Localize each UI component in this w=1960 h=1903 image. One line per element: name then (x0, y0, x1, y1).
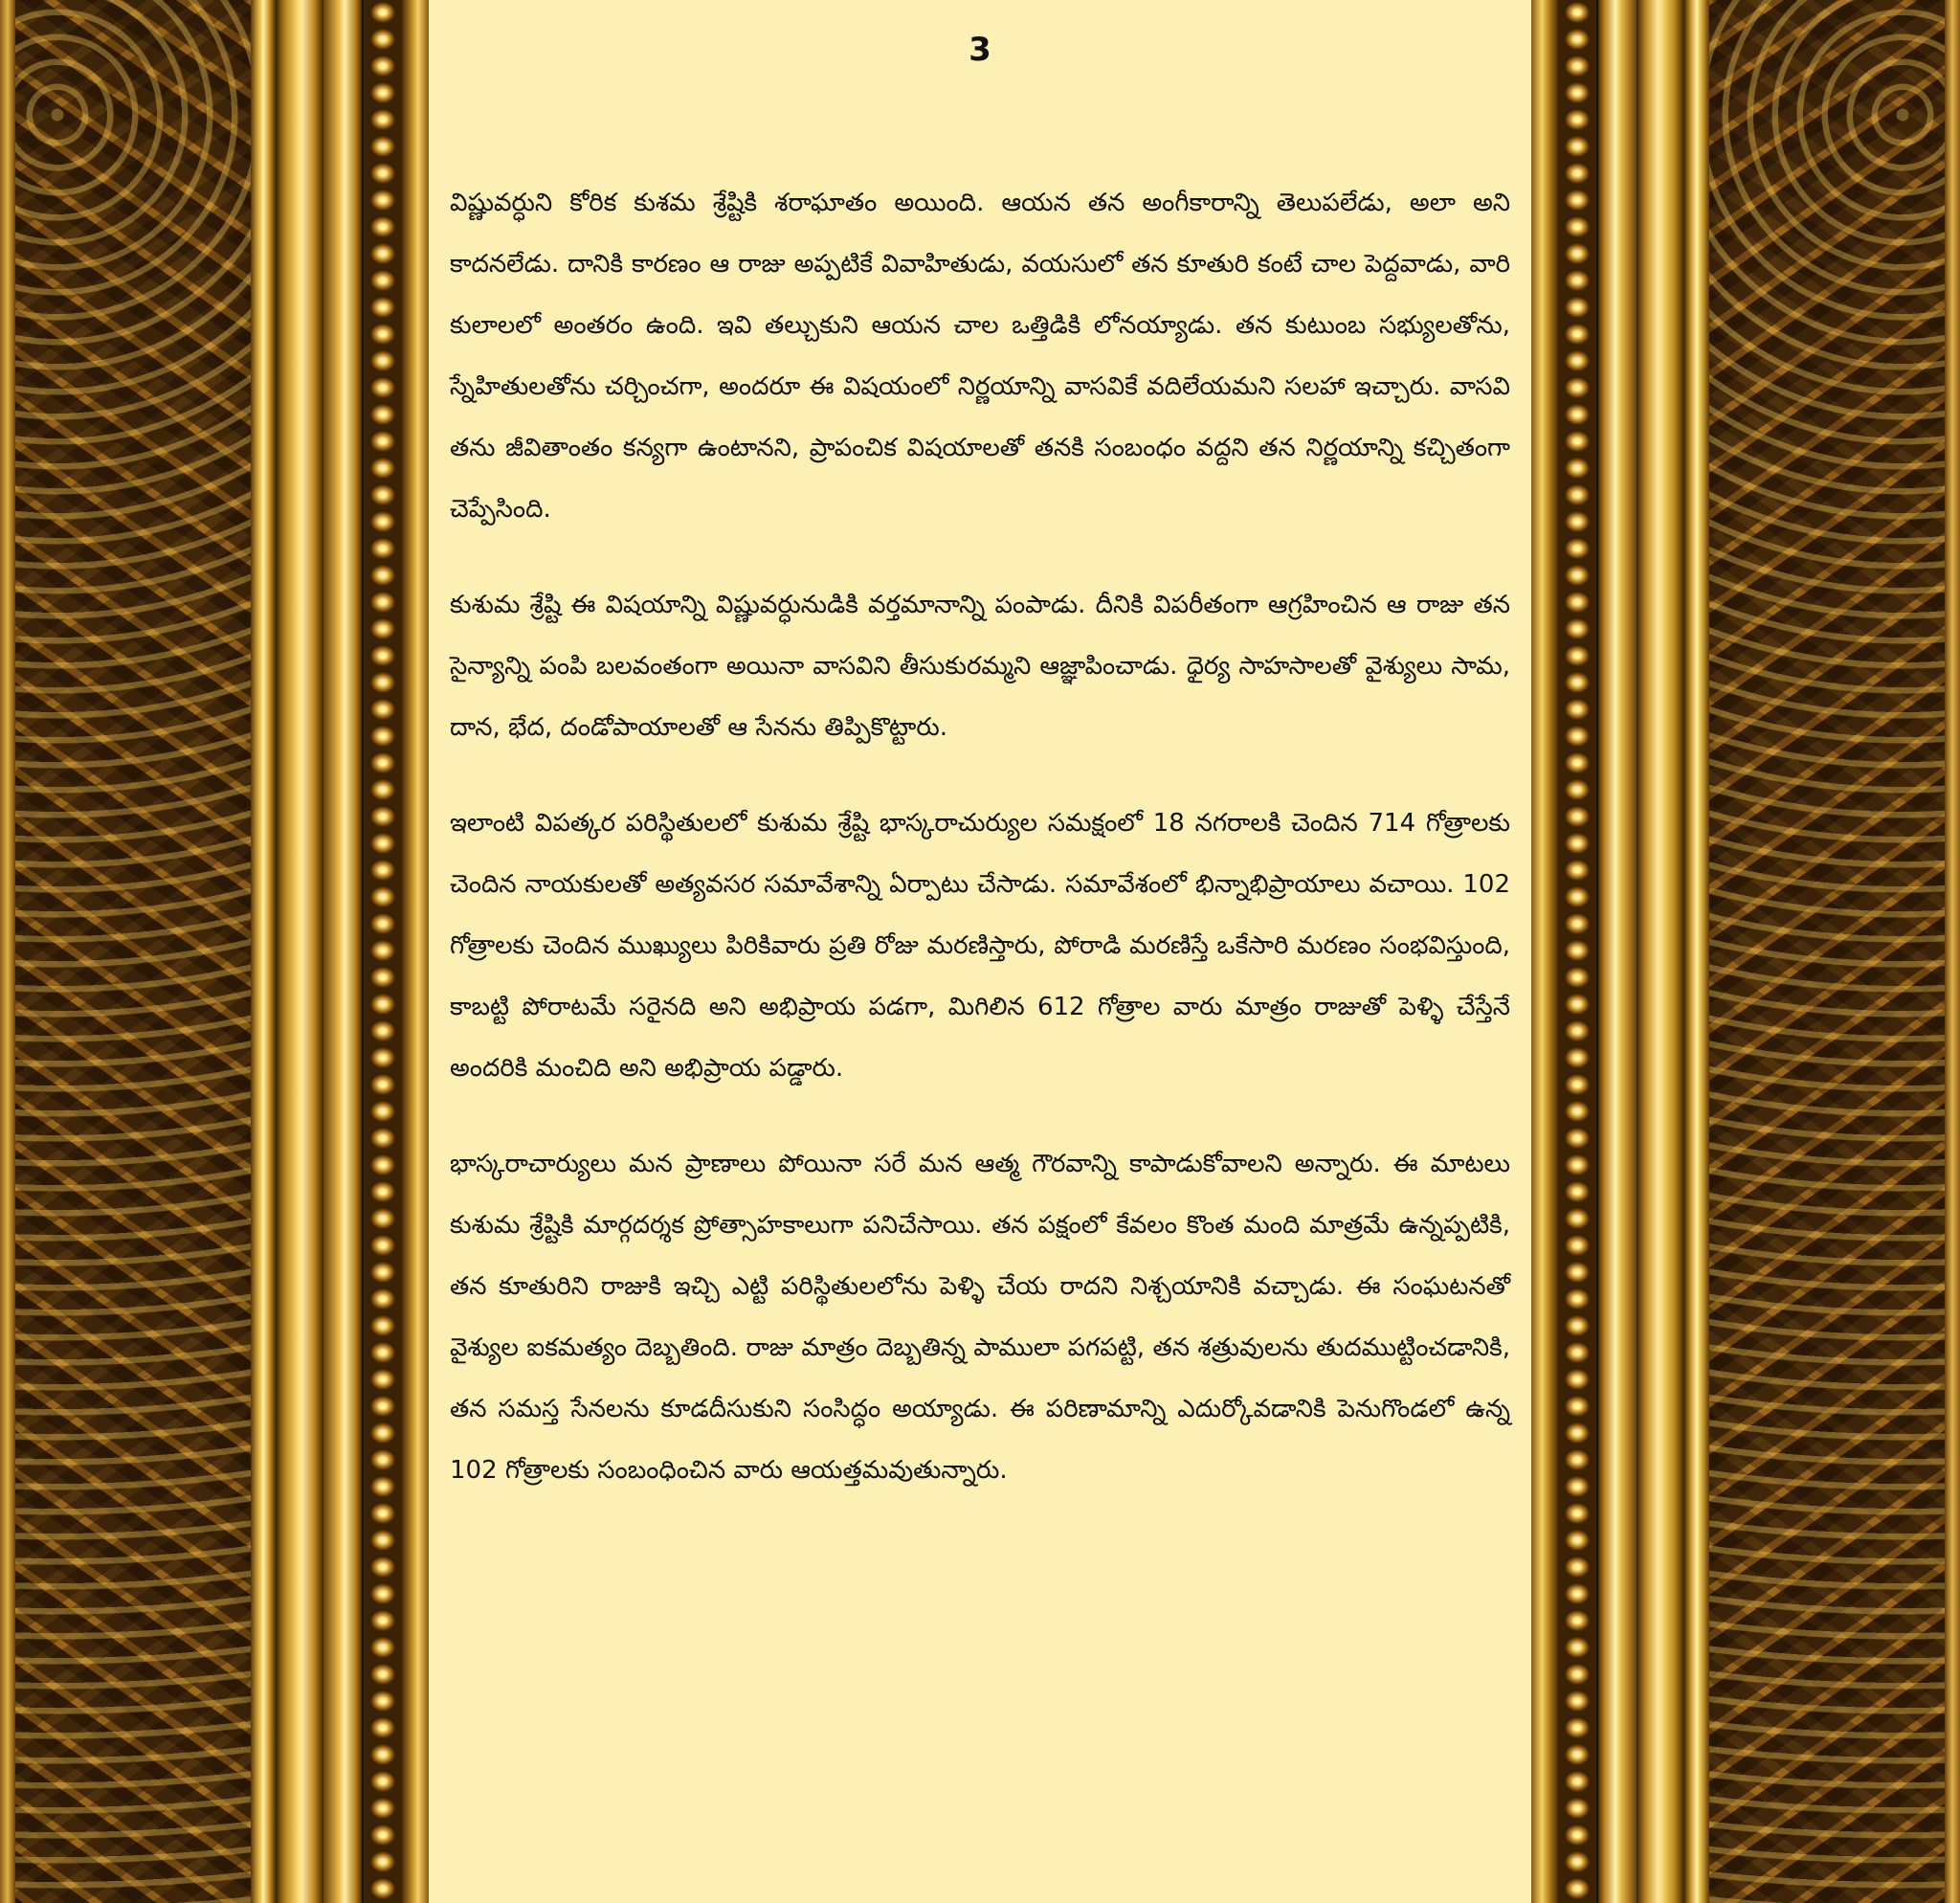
frame-outer-edge (1945, 0, 1960, 1903)
gold-rail (1637, 0, 1684, 1903)
gold-rail (1598, 0, 1637, 1903)
gold-rail (402, 0, 429, 1903)
carved-floral-panel (1709, 0, 1960, 1903)
paragraph-4: భాస్కరాచార్యులు మన ప్రాణాలు పోయినా సరే మన ఆత్మ గౌరవాన్ని కాపాడుకోవాలని అన్నారు. ఈ మాటలు కుశుమ శ్రేష్టికి మార్గదర్శక ప్రోత్సాహకాలుగా పనిచేసాయి. తన పక్షంలో కేవలం కొంత మంది మాత్రమే ఉన్నప్పటికి, తన కూతురిని రాజుకి ఇచ్చి ఎట్టి పరిస్థితులలోను పెళ్ళి చేయ రాదని నిశ్చయానికి వచ్చాడు. ఈ సంఘటనతో వైశ్యుల ఐకమత్యం దెబ్బతింది. రాజు మాత్రం దెబ్బతిన్న పాములా పగపట్టి, తన శత్రువులను తుదముట్టించడానికి, తన సమస్త సేనలను కూడదీసుకుని సంసిద్ధం అయ్యాడు. ఈ పరిణామాన్ని ఎదుర్కోవడానికి పెనుగొండలో ఉన్న 102 గోత్రాలకు సంబంధించిన వారు ఆయత్తమవుతున్నారు. (450, 1150, 1511, 1485)
right-ornate-frame-border (1531, 0, 1960, 1903)
carved-floral-panel (0, 0, 251, 1903)
paragraph-2: కుశుమ శ్రేష్టి ఈ విషయాన్ని విష్ణువర్ధునుడికి వర్తమానాన్ని పంపాడు. దీనికి విపరీతంగా ఆగ్రహించిన ఆ రాజు తన సైన్యాన్ని పంపి బలవంతంగా అయినా వాసవిని తీసుకురమ్మని ఆజ్ఞాపించాడు. ధైర్య సాహసాలతో వైశ్యులు సామ, దాన, భేద, దండోపాయాలతో ఆ సేనను తిప్పికొట్టారు. (450, 591, 1510, 742)
paragraph-1: విష్ణువర్ధుని కోరిక కుశమ శ్రేష్టికి శరాఘాతం అయింది. ఆయన తన అంగీకారాన్ని తెలుపలేడు, అలా అని కాదనలేడు. దానికి కారణం ఆ రాజు అప్పటికే వివాహితుడు, వయసులో తన కూతురి కంటే చాల పెద్దవాడు, వారి కులాలలో అంతరం ఉంది. ఇవి తల్చుకుని ఆయన చాల ఒత్తిడికి లోనయ్యాడు. తన కుటుంబ సభ్యులతోను, స్నేహితులతోను చర్చించగా, అందరూ ఈ విషయంలో నిర్ణయాన్ని వాసవికే వదిలేయమని సలహా ఇచ్చారు. వాసవి తను జీవితాంతం కన్యగా ఉంటానని, ప్రాపంచిక విషయాలతో తనకి సంబంధం వద్దని తన నిర్ణయాన్ని కచ్చితంగా చెప్పేసింది. (450, 189, 1510, 524)
body-text (450, 172, 1510, 1535)
frame-outer-edge (0, 0, 15, 1903)
gold-rail (276, 0, 323, 1903)
page-number: 3 (969, 31, 991, 69)
bead-molding (364, 0, 402, 1903)
gold-rail (1684, 0, 1709, 1903)
bead-molding (1558, 0, 1596, 1903)
paragraph-3: ఇలాంటి విపత్కర పరిస్థితులలో కుశుమ శ్రేష్టి భాస్కరాచుర్యుల సమక్షంలో 18 నగరాలకి చెందిన 714 గోత్రాలకు చెందిన నాయకులతో అత్యవసర సమావేశాన్ని ఏర్పాటు చేసాడు. సమావేశంలో భిన్నాభిప్రాయాలు వచాయి. 102 గోత్రాలకు చెందిన ముఖ్యులు పిరికివారు ప్రతి రోజు మరణిస్తారు, పోరాడి మరణిస్తే ఒకేసారి మరణం సంభవిస్తుంది, కాబట్టి పోరాటమే సరైనది అని అభిప్రాయ పడగా, మిగిలిన 612 గోత్రాల వారు మాత్రం రాజుతో పెళ్ళి చేస్తేనే అందరికి మంచిది అని అభిప్రాయ పడ్డారు. (450, 809, 1510, 1083)
left-ornate-frame-border (0, 0, 429, 1903)
gold-rail (1531, 0, 1558, 1903)
gold-rail (251, 0, 276, 1903)
gold-rail (323, 0, 362, 1903)
parchment-content-area (429, 0, 1531, 1903)
